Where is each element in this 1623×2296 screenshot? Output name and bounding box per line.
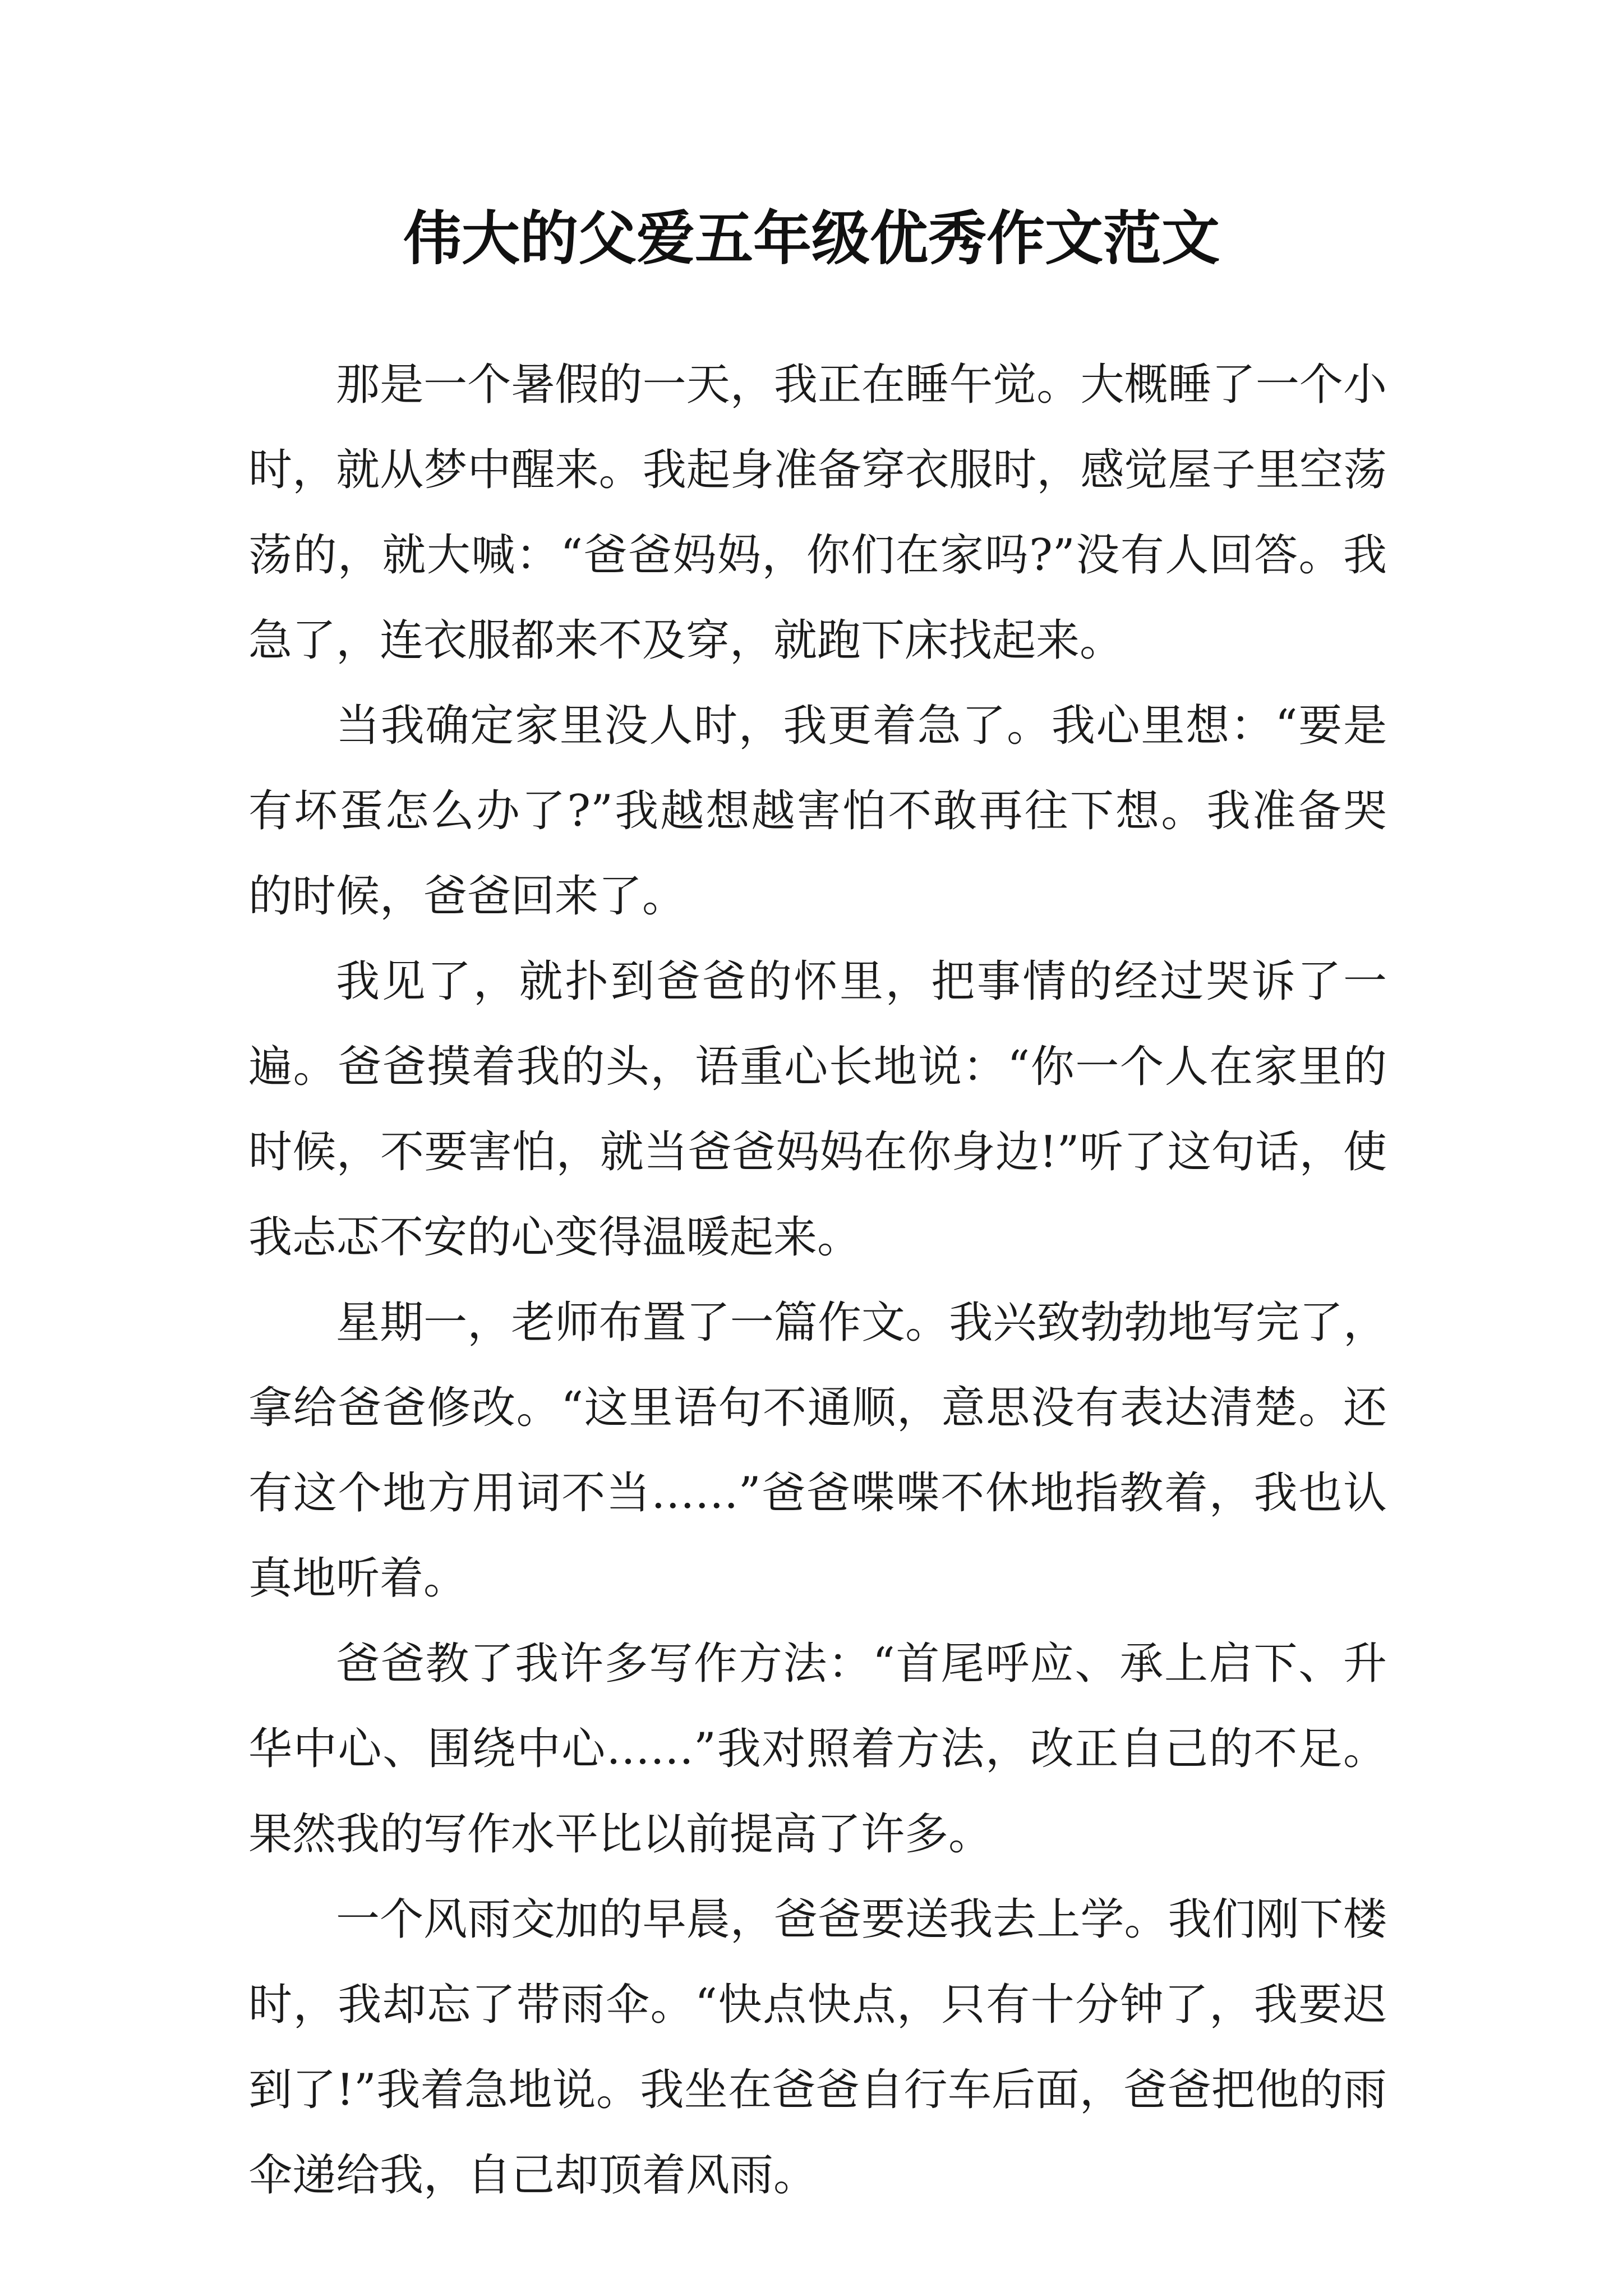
paragraph: 当我确定家里没人时，我更着急了。我心里想：“要是有坏蛋怎么办了?”我越想越害怕不敢再往下想。我准备哭的时候，爸爸回来了。 — [248, 701, 1387, 922]
document-title: 伟大的父爱五年级优秀作文范文 — [403, 204, 1220, 273]
paragraph: 一个风雨交加的早晨，爸爸要送我去上学。我们刚下楼时，我却忘了带雨伞。“快点快点，只有十分钟了，我要迟到了!”我着急地说。我坐在爸爸自行车后面，爸爸把他的雨伞递给我，自己却顶着风雨。 — [248, 1894, 1387, 2201]
paragraph: 我见了，就扑到爸爸的怀里，把事情的经过哭诉了一遍。爸爸摸着我的头，语重心长地说：“你一个人在家里的时候，不要害怕，就当爸爸妈妈在你身边!”听了这句话，使我忐忑不安的心变得温暖起来。 — [248, 956, 1387, 1263]
document-body — [248, 342, 1387, 2218]
paragraph: 星期一，老师布置了一篇作文。我兴致勃勃地写完了，拿给爸爸修改。“这里语句不通顺，意思没有表达清楚。还有这个地方用词不当……”爸爸喋喋不休地指教着，我也认真地听着。 — [248, 1297, 1387, 1604]
paragraph: 爸爸教了我许多写作方法：“首尾呼应、承上启下、升华中心、围绕中心……”我对照着方法，改正自己的不足。果然我的写作水平比以前提高了许多。 — [248, 1639, 1387, 1860]
paragraph: 那是一个暑假的一天，我正在睡午觉。大概睡了一个小时，就从梦中醒来。我起身准备穿衣服时，感觉屋子里空荡荡的，就大喊：“爸爸妈妈，你们在家吗?”没有人回答。我急了，连衣服都来不及穿，就跑下床找起来。 — [248, 360, 1387, 666]
